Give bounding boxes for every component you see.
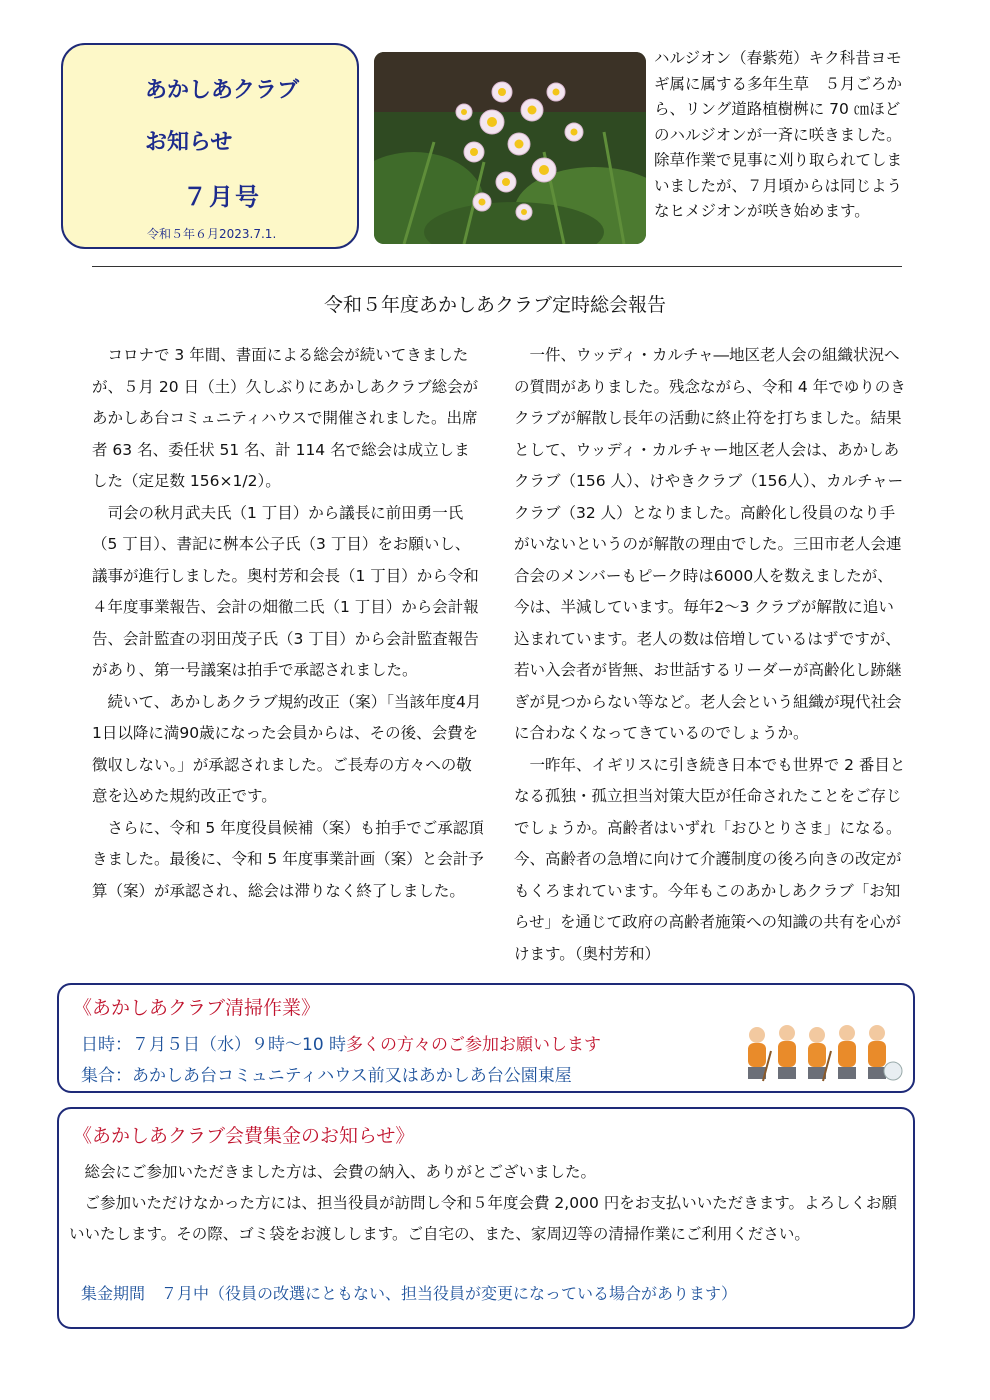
cleaning-when-note: 多くの方々のご参加お願いします [346, 1035, 602, 1055]
notice-label: お知らせ [145, 130, 233, 155]
issue-label: ７月号 [183, 183, 261, 211]
fee-paragraph: ご参加いただけなかった方には、担当役員が訪問し令和５年度会費 2,000 円をお支払いいただきます。よろしくお願いいたします。その際、ゴミ袋をお渡しします。ご自宅の、また、家周辺等の清掃作業にご利用ください。 [69, 1194, 897, 1243]
cleaning-notice-box [57, 983, 915, 1093]
cleaning-people-illustration [743, 1021, 903, 1083]
club-name: あかしあクラブ [145, 78, 300, 103]
flower-photo [374, 52, 646, 244]
report-paragraph: さらに、令和 5 年度役員候補（案）も拍手でご承認頂きました。最後に、令和 5 年度事業計画（案）と会計予算（案）が承認され、総会は滞りなく終了しました。 [92, 818, 484, 900]
report-paragraph: 一昨年、イギリスに引き続き日本でも世界で 2 番目となる孤独・孤立担当対策大臣が任命されたことをご存じでしょうか。高齢者はいずれ「おひとりさま」になる。今、高齢者の急増に向けて介護制度の後ろ向きの改定がもくろまれています。今年もこのあかしあクラブ「お知らせ」を通じて政府の高齢者施策への知識の共有を心がけます。（奥村芳和） [514, 755, 906, 963]
fee-notice-box [57, 1107, 915, 1329]
report-right-column [514, 340, 906, 970]
report-paragraph: コロナで 3 年間、書面による総会が続いてきましたが、５月 20 日（土）久しぶりにあかしあクラブ総会があかしあ台コミュニティハウスで開催されました。出席者 63 名、委任状 51 名、計 114 名で総会は成立しました（定足数 156×1/2）。 [92, 346, 479, 490]
cleaning-heading: 《あかしあクラブ清掃作業》 [73, 997, 321, 1019]
flower-photo-image [374, 52, 646, 244]
fee-body [69, 1157, 907, 1250]
fee-collection-period: 集金期間 ７月中（役員の改選にともない、担当役員が変更になっている場合があります） [81, 1284, 738, 1303]
title-box [61, 43, 359, 249]
flower-description: ハルジオン（春紫苑）キク科昔ヨモギ属に属する多年生草 ５月ごろから、リング道路植樹桝に 70 ㎝ほどのハルジオンが一斉に咲きました。除草作業で見事に刈り取られてしまいましたが、７月頃からは同じようなヒメジオンが咲き始めます。 [654, 49, 903, 220]
divider [92, 266, 902, 267]
report-paragraph: 一件、ウッディ・カルチャ―地区老人会の組織状況への質問がありました。残念ながら、令和 4 年でゆりのきクラブが解散し長年の活動に終止符を打ちました。結果として、ウッディ・カルチャー地区老人会は、あかしあクラブ（156 人）、けやきクラブ（156人）、カルチャークラブ（32 人）となりました。高齢化し役員のなり手がいないというのが解散の理由でした。三田市老人会連合会のメンバーもピーク時は6000人を数えましたが、今は、半減しています。毎年2～3 クラブが解散に追い込まれています。老人の数は倍増しているはずですが、若い入会者が皆無、お世話するリーダーが高齢化し跡継ぎが見つからない等など。老人会という組織が現代社会に合わなくなってきているのでしょうか。 [514, 346, 906, 742]
cleaning-meeting-place: 集合：あかしあ台コミュニティハウス前又はあかしあ台公園東屋 [81, 1066, 572, 1086]
fee-heading: 《あかしあクラブ会費集金のお知らせ》 [73, 1125, 415, 1147]
issue-date: 令和５年６月2023.7.1. [147, 227, 277, 241]
report-paragraph: 続いて、あかしあクラブ規約改正（案）「当該年度4月1日以降に満90歳になった会員からは、その後、会費を徴収しない。」が承認されました。ご長寿の方々への敬意を込めた規約改正です。 [92, 692, 482, 805]
cleaning-when: 日時：７月５日（水）９時～10 時 [81, 1035, 347, 1055]
cleaning-datetime [81, 1030, 601, 1055]
report-title: 令和５年度あかしあクラブ定時総会報告 [323, 294, 666, 316]
report-left-column [92, 340, 484, 907]
report-paragraph: 司会の秋月武夫氏（1 丁目）から議長に前田勇一氏（5 丁目）、書記に桝本公子氏（3 丁目）をお願いし、議事が進行しました。奥村芳和会長（1 丁目）から令和４年度事業報告、会計の畑徹二氏（1 丁目）から会計報告、会計監査の羽田茂子氏（3 丁目）から会計監査報告があり、第一号議案は拍手で承認されました。 [92, 503, 479, 679]
fee-paragraph: 総会にご参加いただきました方は、会費の納入、ありがとございました。 [84, 1163, 597, 1181]
